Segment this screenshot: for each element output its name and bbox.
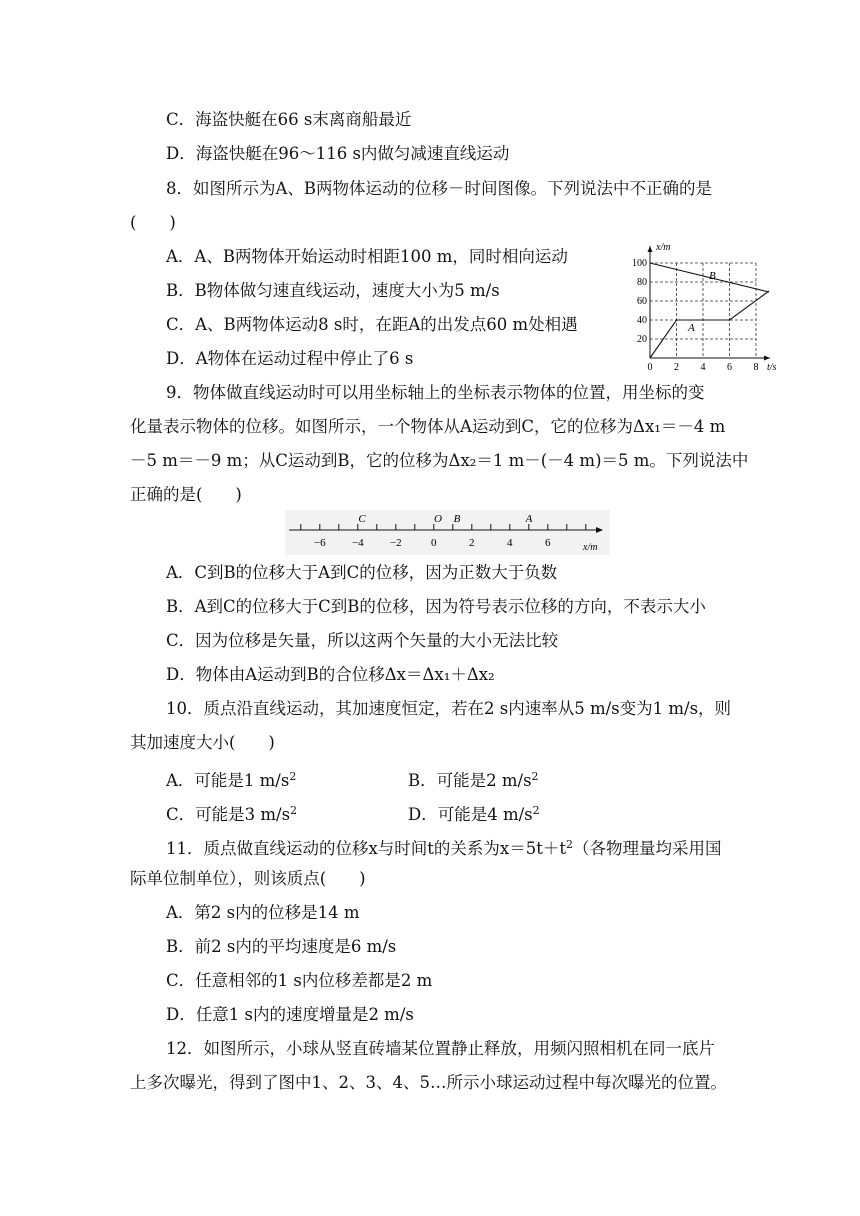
- tick-4: 4: [507, 537, 513, 549]
- axis-unit: x/m: [583, 542, 598, 553]
- x-axis-arrow: [764, 356, 770, 361]
- q10-option-c: C．可能是3 $m/s^2$: [166, 804, 298, 824]
- q10-option-a: A．可能是1 $m/s^2$: [166, 770, 297, 790]
- x-tick-0: 0: [647, 362, 653, 373]
- tick-6: 6: [545, 537, 551, 549]
- q11-option-c: C．任意相邻的1 s内位移差都是2 m: [166, 971, 433, 990]
- q10-line-2: 其加速度大小( ): [130, 733, 275, 752]
- q9-line-4: 正确的是( ): [130, 485, 242, 504]
- q8-option-b: B．B物体做匀速直线运动，速度大小为5 m/s: [166, 281, 500, 300]
- tick-neg2: −2: [389, 537, 402, 549]
- x-tick-8: 8: [753, 362, 759, 373]
- tick-0: 0: [431, 537, 437, 549]
- q11-option-d: D．任意1 s内的速度增量是2 m/s: [166, 1005, 414, 1024]
- q8-stem-paren: ( ): [130, 213, 176, 232]
- q11-line-2: 际单位制单位），则该质点( ): [130, 869, 366, 888]
- x-tick-6: 6: [727, 362, 732, 373]
- q12-line-2: 上多次曝光，得到了图中1、2、3、4、5…所示小球运动过程中每次曝光的位置。: [130, 1073, 727, 1092]
- q7-option-c: C．海盗快艇在66 s末离商船最近: [166, 110, 412, 129]
- y-tick-80: 80: [637, 277, 647, 288]
- q10-option-b: B．可能是2 $m/s^2$: [408, 770, 539, 790]
- label-b: B: [709, 270, 716, 282]
- graph-x-label: t/s: [767, 362, 777, 373]
- x-tick-4: 4: [700, 362, 706, 373]
- tick-neg6: −6: [313, 537, 326, 549]
- point-o: O: [434, 513, 442, 525]
- q9-line-2: 化量表示物体的位移。如图所示，一个物体从A运动到C，它的位移为Δx₁＝－4 m: [130, 417, 726, 436]
- point-c: C: [358, 513, 366, 525]
- q11-line-1: 11．质点做直线运动的位移x与时间t的关系为$x=5t+t^2$（各物理量均采用国: [166, 838, 722, 858]
- q9-option-b: B．A到C的位移大于C到B的位移，因为符号表示位移的方向，不表示大小: [166, 597, 706, 616]
- y-tick-40: 40: [637, 315, 647, 326]
- q9-option-a: A．C到B的位移大于A到C的位移，因为正数大于负数: [166, 563, 558, 582]
- q11-option-b: B．前2 s内的平均速度是6 m/s: [166, 937, 397, 956]
- q9-line-3: －5 m＝－9 m；从C运动到B，它的位移为Δx₂＝1 m－(－4 m)＝5 m。下列说法中: [130, 451, 749, 470]
- q8-option-a: A．A、B两物体开始运动时相距100 m，同时相向运动: [166, 247, 568, 266]
- q9-option-d: D．物体由A运动到B的合位移Δx＝Δx₁＋Δx₂: [166, 665, 495, 684]
- y-tick-100: 100: [632, 258, 647, 269]
- tick-neg4: −4: [351, 537, 364, 549]
- q9-option-c: C．因为位移是矢量，所以这两个矢量的大小无法比较: [166, 631, 559, 650]
- y-tick-20: 20: [637, 334, 647, 345]
- q8-xt-graph: [620, 238, 790, 376]
- q7-option-d: D．海盗快艇在96～116 s内做匀减速直线运动: [166, 144, 510, 163]
- q10-line-1: 10．质点沿直线运动，其加速度恒定，若在2 s内速率从5 m/s变为1 m/s，则: [166, 699, 732, 718]
- q11-option-a: A．第2 s内的位移是14 m: [166, 903, 360, 922]
- label-a: A: [688, 322, 695, 334]
- point-b: B: [453, 513, 461, 525]
- q12-line-1: 12．如图所示，小球从竖直砖墙某位置静止释放，用频闪照相机在同一底片: [166, 1039, 715, 1058]
- q8-option-d: D．A物体在运动过程中停止了6 s: [166, 349, 414, 368]
- point-a: A: [525, 513, 533, 525]
- q8-stem: 8．如图所示为A、B两物体运动的位移－时间图像。下列说法中不正确的是: [166, 179, 713, 198]
- y-tick-60: 60: [637, 296, 647, 307]
- x-tick-2: 2: [674, 362, 679, 373]
- q8-option-c: C．A、B两物体运动8 s时，在距A的出发点60 m处相遇: [166, 315, 578, 334]
- q9-line-1: 9．物体做直线运动时可以用坐标轴上的坐标表示物体的位置，用坐标的变: [166, 383, 705, 402]
- q10-option-d: D．可能是4 $m/s^2$: [408, 804, 540, 824]
- tick-2: 2: [469, 537, 475, 549]
- q9-number-line: [285, 510, 610, 555]
- graph-y-label: x/m: [656, 242, 671, 253]
- y-axis-arrow: [648, 246, 653, 252]
